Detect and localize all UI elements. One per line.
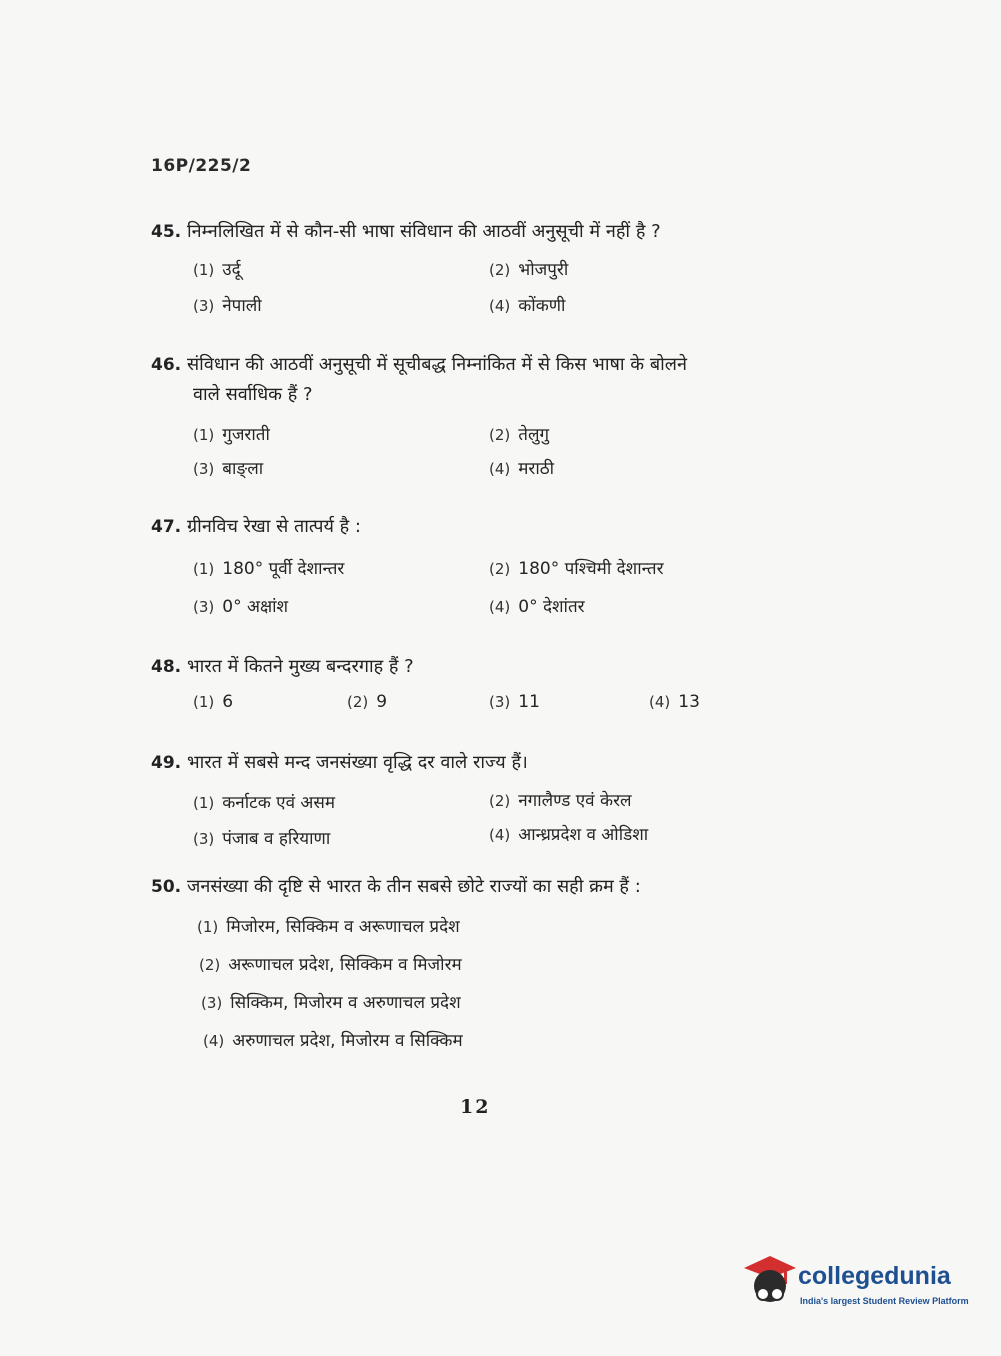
question-48 [151,652,791,722]
question-number: 47. [151,517,182,537]
paper-code: 16P/225/2 [151,156,252,176]
option: (1) मिजोरम, सिक्किम व अरूणाचल प्रदेश [197,917,460,937]
option: (3) बाङ्ला [193,459,264,479]
question-text: निम्नलिखित में से कौन-सी भाषा संविधान की आठवीं अनुसूची में नहीं है ? [187,221,661,242]
question-number: 49. [151,753,182,773]
option: (4) 0° देशांतर [489,597,585,617]
option: (1) 180° पूर्वी देशान्तर [193,559,345,579]
brand-name: collegedunia [798,1262,951,1290]
option: (4) आन्ध्रप्रदेश व ओडिशा [489,825,649,845]
option: (3) सिक्किम, मिजोरम व अरुणाचल प्रदेश [201,993,461,1013]
question-text: भारत में सबसे मन्द जनसंख्या वृद्धि दर वाले राज्य हैं। [187,752,528,773]
question-text: संविधान की आठवीं अनुसूची में सूचीबद्ध निम्नांकित में से किस भाषा के बोलने [187,354,687,375]
option: (1) गुजराती [193,425,270,445]
page-number: 12 [460,1096,491,1118]
option: (2) तेलुगु [489,425,550,445]
question-text-continued: वाले सर्वाधिक हैं ? [193,384,313,405]
option: (4) अरुणाचल प्रदेश, मिजोरम व सिक्किम [203,1031,463,1051]
question-45 [151,217,791,327]
collegedunia-logo [740,1250,970,1312]
option: (2) 9 [347,692,388,712]
option: (3) पंजाब व हरियाणा [193,829,331,849]
option: (2) भोजपुरी [489,260,569,280]
question-46 [151,350,791,490]
option: (3) 0° अक्षांश [193,597,289,617]
brand-tagline: India's largest Student Review Platform [800,1296,969,1306]
option: (2) अरूणाचल प्रदेश, सिक्किम व मिजोरम [199,955,462,975]
question-number: 48. [151,657,182,677]
option: (2) 180° पश्चिमी देशान्तर [489,559,664,579]
question-number: 45. [151,222,182,242]
option: (1) उर्दू [193,260,241,280]
question-47 [151,512,791,622]
question-text: ग्रीनविच रेखा से तात्पर्य है : [187,516,361,537]
option: (3) 11 [489,692,540,712]
question-number: 46. [151,355,182,375]
question-text: भारत में कितने मुख्य बन्दरगाह हैं ? [187,656,414,677]
question-49 [151,748,791,858]
question-number: 50. [151,877,182,897]
question-text: जनसंख्या की दृष्टि से भारत के तीन सबसे छोटे राज्यों का सही क्रम हैं : [187,876,641,897]
question-50 [151,872,791,1062]
option: (1) कर्नाटक एवं असम [193,793,336,813]
option: (4) कोंकणी [489,296,566,316]
option: (4) 13 [649,692,700,712]
option: (3) नेपाली [193,296,262,316]
option: (1) 6 [193,692,234,712]
mascot-icon [740,1250,800,1312]
option: (2) नगालैण्ड एवं केरल [489,791,632,811]
option: (4) मराठी [489,459,555,479]
